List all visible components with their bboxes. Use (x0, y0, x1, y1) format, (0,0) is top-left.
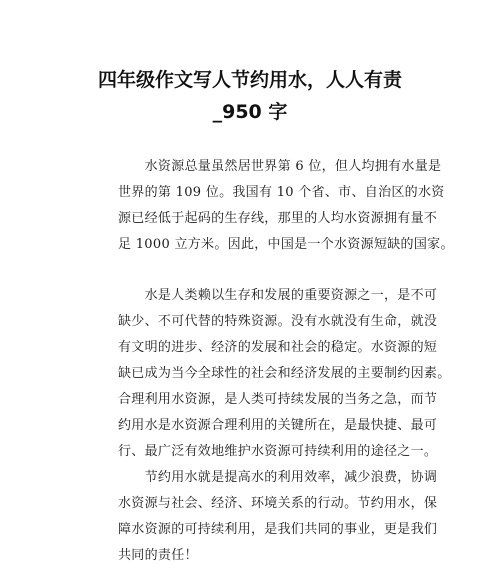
paragraph-line: 水资源与社会、经济、环境关系的行动。节约用水，保 (118, 496, 438, 511)
paragraph-line: 缺少、不可代替的特殊资源。没有水就没有生命，就没 (118, 314, 438, 329)
paragraph-line: 共同的责任！ (118, 548, 198, 563)
document-title (60, 64, 440, 128)
paragraph-line: 水是人类赖以生存和发展的重要资源之一，是不可 (118, 288, 438, 303)
paragraph-line: 合理利用水资源，是人类可持续发展的当务之急，而节 (118, 392, 438, 407)
paragraph-1 (118, 154, 454, 258)
paragraph-line: 缺已成为当今全球性的社会和经济发展的主要制约因素。 (118, 366, 451, 381)
paragraph-line: 行、最广泛有效地维护水资源可持续利用的途径之一。 (118, 444, 438, 459)
paragraph-2 (118, 283, 451, 569)
title-line-1: 四年级作文写人节约用水，人人有责 (97, 69, 402, 91)
title-line-2: _950 字 (212, 101, 288, 123)
paragraph-line: 水资源总量虽然居世界第 6 位，但人均拥有水量是 (118, 159, 442, 174)
paragraph-line: 源已经低于起码的生存线，那里的人均水资源拥有量不 (118, 211, 438, 226)
paragraph-line: 世界的第 109 位。我国有 10 个省、市、自治区的水资 (118, 185, 445, 200)
paragraph-line: 约用水是水资源合理利用的关键所在，是最快捷、最可 (118, 418, 438, 433)
paragraph-line: 有文明的进步、经济的发展和社会的稳定。水资源的短 (118, 340, 438, 355)
paragraph-line: 障水资源的可持续利用，是我们共同的事业，更是我们 (118, 522, 438, 537)
paragraph-line: 节约用水就是提高水的利用效率，减少浪费，协调 (118, 470, 438, 485)
paragraph-line: 足 1000 立方米。因此，中国是一个水资源短缺的国家。 (118, 237, 454, 252)
